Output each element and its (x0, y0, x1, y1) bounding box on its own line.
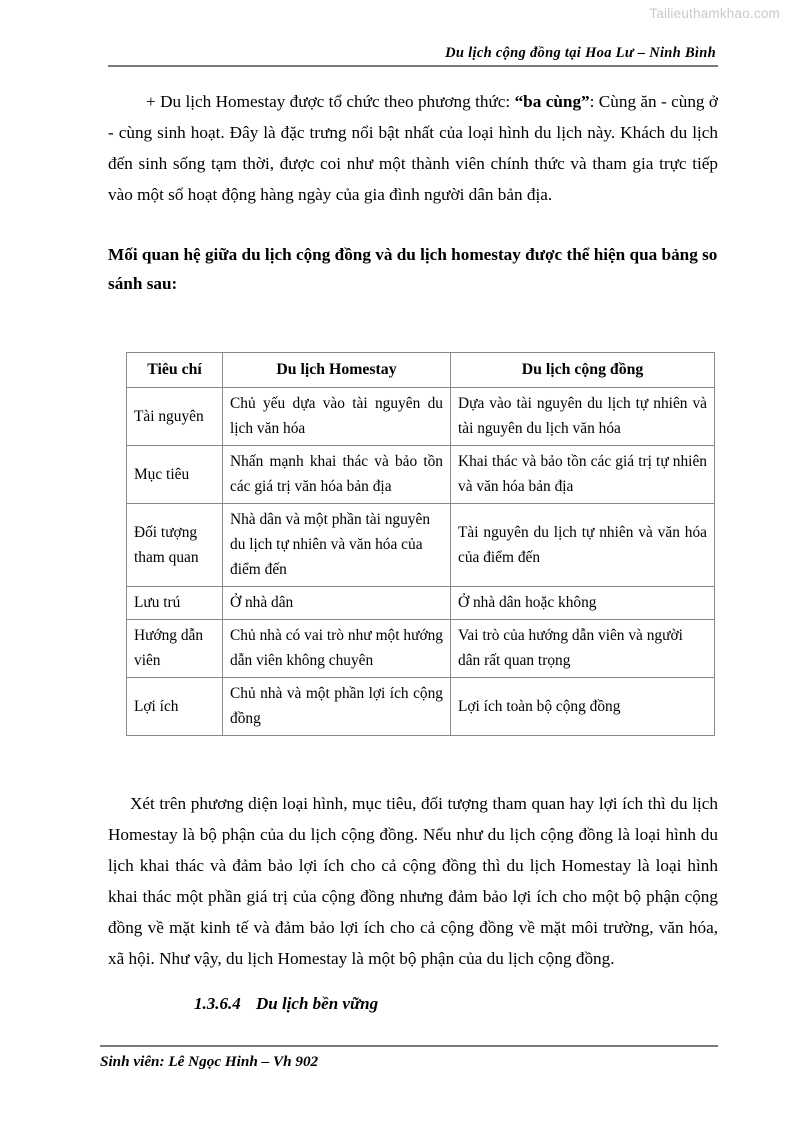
section-title: Du lịch bền vững (256, 994, 379, 1013)
table-header-criterion: Tiêu chí (127, 353, 223, 388)
table-cell-criterion: Đối tượng tham quan (127, 504, 223, 587)
paragraph-lead-text: + Du lịch Homestay được tổ chức theo phương thức: (146, 92, 515, 111)
paragraph-rest-text: : Cùng ăn - cùng ở - cùng sinh hoạt. Đây là đặc trưng nổi bật nhất của loại hình du lịch này. Khách du lịch đến sinh sống tạm thời, được coi như một thành viên chính thức và tham gia trực tiếp vào một số hoạt động hàng ngày của gia đình người dân bản địa. (108, 92, 718, 204)
comparison-table (126, 352, 715, 736)
table-cell-community: Tài nguyên du lịch tự nhiên và văn hóa của điểm đến (451, 504, 715, 587)
paragraph-homestay-definition (108, 86, 718, 210)
table-cell-homestay: Chủ nhà có vai trò như một hướng dẫn viên không chuyên (223, 620, 451, 678)
table-cell-homestay: Ở nhà dân (223, 587, 451, 620)
footer-student-info: Sinh viên: Lê Ngọc Hinh – Vh 902 (100, 1053, 319, 1070)
table-cell-homestay: Nhấn mạnh khai thác và bảo tồn các giá trị văn hóa bản địa (223, 446, 451, 504)
paragraph-conclusion: Xét trên phương diện loại hình, mục tiêu, đối tượng tham quan hay lợi ích thì du lịch Homestay là bộ phận của du lịch cộng đồng. Nếu như du lịch cộng đồng là loại hình du lịch khai thác và đảm bảo lợi ích cho cả cộng đồng thì du lịch Homestay là loại hình khai thác một phần giá trị của cộng đồng nhưng đảm bảo lợi ích cho một bộ phận cộng đồng về mặt kinh tế và đảm bảo lợi ích cho cả cộng đồng về mặt môi trường, văn hóa, xã hội. Như vậy, du lịch Homestay là một bộ phận của du lịch cộng đồng. (108, 794, 718, 968)
section-subheading (108, 974, 718, 1018)
table-cell-homestay: Nhà dân và một phần tài nguyên du lịch tự nhiên và văn hóa của điểm đến (223, 504, 451, 587)
table-cell-homestay: Chủ nhà và một phần lợi ích cộng đồng (223, 678, 451, 736)
table-row (127, 587, 715, 620)
table-row (127, 678, 715, 736)
table-cell-community: Ở nhà dân hoặc không (451, 587, 715, 620)
table-row (127, 446, 715, 504)
document-content (108, 86, 718, 1018)
table-cell-criterion: Mục tiêu (127, 446, 223, 504)
closing-section (108, 736, 718, 1018)
table-cell-community: Dựa vào tài nguyên du lịch tự nhiên và tài nguyên du lịch văn hóa (451, 388, 715, 446)
table-cell-criterion: Tài nguyên (127, 388, 223, 446)
comparison-table-wrapper (108, 298, 718, 736)
table-cell-community: Lợi ích toàn bộ cộng đồng (451, 678, 715, 736)
paragraph-bold-phrase: “ba cùng” (514, 92, 590, 111)
table-row (127, 388, 715, 446)
table-cell-criterion: Lưu trú (127, 587, 223, 620)
header-divider (108, 65, 718, 67)
page-header (108, 44, 718, 67)
table-cell-homestay: Chủ yếu dựa vào tài nguyên du lịch văn hóa (223, 388, 451, 446)
table-cell-community: Vai trò của hướng dẫn viên và người dân rất quan trọng (451, 620, 715, 678)
table-cell-criterion: Lợi ích (127, 678, 223, 736)
page-footer (100, 1045, 718, 1071)
paragraph-comparison-intro: Mối quan hệ giữa du lịch cộng đồng và du lịch homestay được thể hiện qua bảng so sánh sau: (108, 245, 718, 293)
running-title: Du lịch cộng đồng tại Hoa Lư – Ninh Bình (445, 45, 716, 61)
table-header-row (127, 353, 715, 388)
section-number: 1.3.6.4 (194, 994, 241, 1013)
table-header-homestay: Du lịch Homestay (223, 353, 451, 388)
watermark-text: Tailieuthamkhao.com (649, 6, 780, 21)
table-header-community: Du lịch cộng đồng (451, 353, 715, 388)
table-row (127, 620, 715, 678)
table-cell-community: Khai thác và bảo tồn các giá trị tự nhiên và văn hóa bản địa (451, 446, 715, 504)
table-row (127, 504, 715, 587)
table-cell-criterion: Hướng dẫn viên (127, 620, 223, 678)
